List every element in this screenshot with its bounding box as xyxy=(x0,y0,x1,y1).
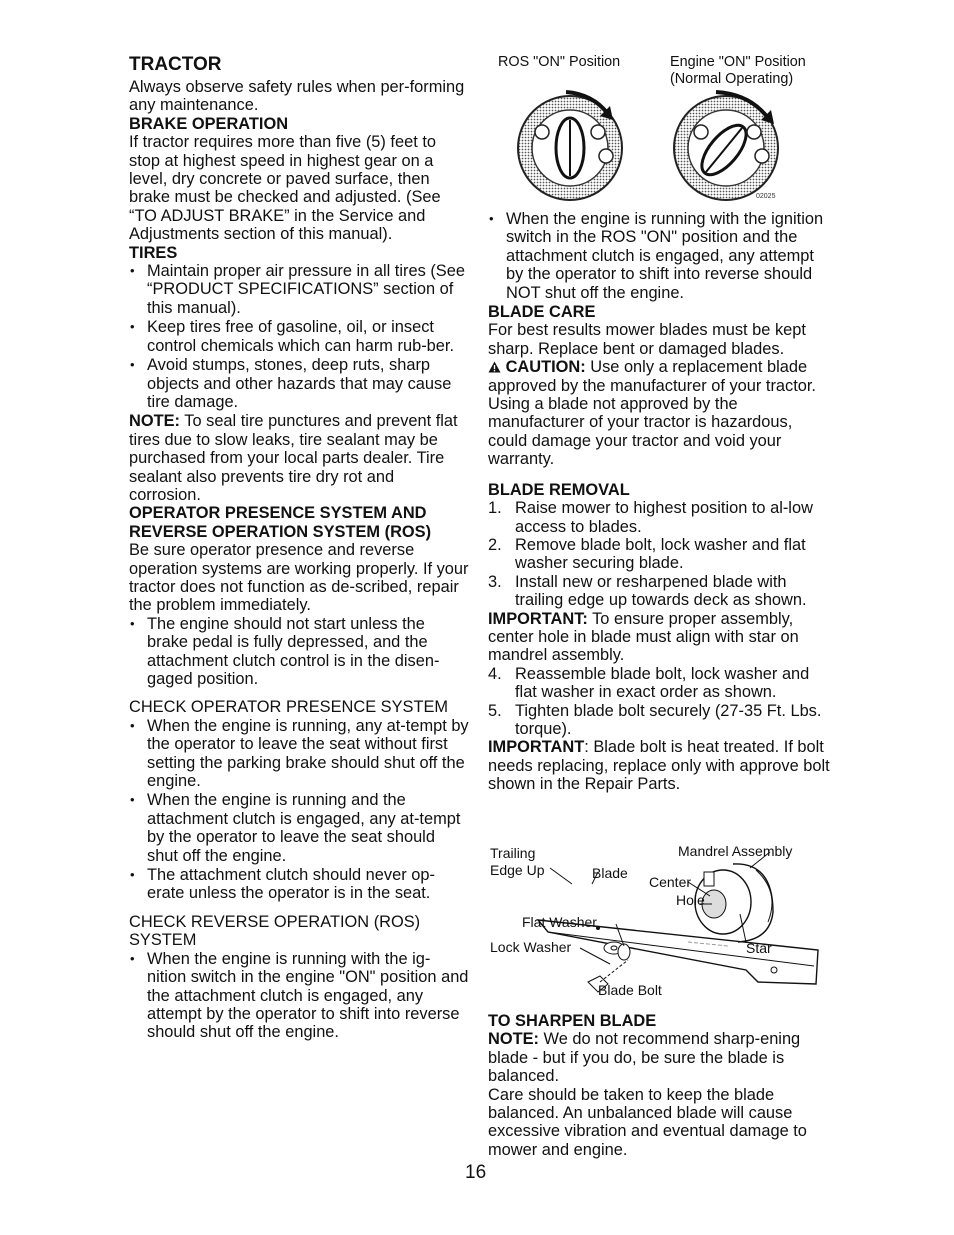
list-item: • Keep tires free of gasoline, oil, or insect control chemicals which can harm rub-ber. xyxy=(129,318,469,355)
list-item: • When the engine is running and the attachment clutch is engaged, any at-tempt by the operator to leave the seat should shut off the engine. xyxy=(129,791,469,865)
sharpen-note: NOTE: We do not recommend sharp-ening blade - but if you do, be sure the blade is balanced. xyxy=(488,1030,801,1086)
figure-code: 02025 xyxy=(756,193,776,200)
sharpen-text: Care should be taken to keep the blade balanced. An unbalanced blade will cause excessive vibration and eventual damage to mower and engine. xyxy=(488,1085,807,1159)
brake-text: If tractor requires more than five (5) feet to stop at highest speed in highest gear on a level, dry concrete or paved surface, then brake must be checked and adjusted. (See “TO ADJUST BRAKE” in the Service and Adjustments section of this manual). xyxy=(129,133,441,244)
list-item: • The attachment clutch should never op-erate unless the operator is in the seat. xyxy=(129,866,469,903)
list-item: • When the engine is running, any at-tempt by the operator to leave the seat without first setting the parking brake should shut off the engine. xyxy=(129,717,469,791)
list-item: 5. Tighten blade bolt securely (27-35 Ft. Lbs. torque). xyxy=(488,701,822,738)
star-label: Star xyxy=(746,940,772,956)
check-ros-heading: CHECK REVERSE OPERATION (ROS) SYSTEM xyxy=(129,912,421,950)
tire-note xyxy=(129,412,469,504)
blade-care-text: For best results mower blades must be kept sharp. Replace bent or damaged blades. xyxy=(488,321,806,358)
note-label: NOTE: xyxy=(129,412,180,431)
note-text: To seal tire punctures and prevent flat tires due to slow leaks, tire sealant may be purchased from your local parts dealer. Tire sealant also prevents tire dry rot and corrosion. xyxy=(129,412,458,504)
removal-steps-b xyxy=(488,665,833,739)
trailing-label-line2: Edge Up xyxy=(490,862,545,878)
list-item: 4. Reassemble blade bolt, lock washer and flat washer in exact order as shown. xyxy=(488,664,810,702)
check-ops-heading: CHECK OPERATOR PRESENCE SYSTEM xyxy=(129,698,449,717)
list-item: • Avoid stumps, stones, deep ruts, sharp objects and other hazards that may cause tire damage. xyxy=(129,356,469,411)
removal-steps-a xyxy=(488,499,833,609)
blade-bolt-label: Blade Bolt xyxy=(598,982,662,998)
important-2: IMPORTANT: Blade bolt is heat treated. If bolt needs replacing, replace only with approve bolt shown in the Repair Parts. xyxy=(488,738,830,794)
mandrel-label: Mandrel Assembly xyxy=(678,843,793,859)
engine-caption-line1: Engine "ON" Position xyxy=(670,54,806,70)
center-label-line1: Center xyxy=(649,874,692,890)
list-item: 3. Install new or resharpened blade with trailing edge up towards deck as shown. xyxy=(488,572,807,610)
list-item: • When the engine is running with the ig-nition switch in the engine "ON" position and the attachment clutch is engaged, any attempt by the operator to shift into reverse should shut off the engine. xyxy=(129,950,469,1042)
caution-text: CAUTION: Use only a replacement blade approved by the manufacturer of your tractor. Using a blade not approved by the manufacturer of your tractor is hazardous, could damage your tractor and void your warranty. xyxy=(488,358,816,469)
tractor-heading: TRACTOR xyxy=(129,54,222,75)
list-item: 2. Remove blade bolt, lock washer and flat washer securing blade. xyxy=(488,535,806,573)
warning-triangle-icon xyxy=(488,361,501,373)
tractor-intro: Always observe safety rules when per-forming any maintenance. xyxy=(129,78,465,115)
list-item: 1. Raise mower to highest position to al-low access to blades. xyxy=(488,499,813,536)
caution-label: CAUTION: xyxy=(505,358,586,377)
blade-care-heading: BLADE CARE xyxy=(488,303,596,322)
blade-label: Blade xyxy=(592,865,628,881)
tires-heading: TIRES xyxy=(129,243,178,262)
sharpen-section xyxy=(488,1012,833,1159)
ignition-switch-figure xyxy=(488,52,833,207)
check-ros-list xyxy=(129,950,469,1042)
sharpen-heading: TO SHARPEN BLADE xyxy=(488,1012,657,1030)
check-ops-list xyxy=(129,717,469,903)
list-item: • The engine should not start unless the brake pedal is fully depressed, and the attachment clutch control is in the disen-gaged position. xyxy=(129,615,469,689)
ops-heading: OPERATOR PRESENCE SYSTEM AND REVERSE OPERATION SYSTEM (ROS) xyxy=(129,504,432,541)
left-column xyxy=(129,54,469,1043)
engine-switch-icon xyxy=(674,92,778,200)
list-item: • When the engine is running with the ignition switch in the ROS "ON" position and the attachment clutch is engaged, any attempt by the operator to shift into reverse should NOT shut off the engine. xyxy=(488,210,833,302)
engine-caption-line2: (Normal Operating) xyxy=(670,71,794,87)
center-label-line2: Hole xyxy=(676,892,705,908)
flat-washer-label: Flat Washer xyxy=(522,914,597,930)
brake-heading: BRAKE OPERATION xyxy=(129,114,289,133)
ros-caption: ROS "ON" Position xyxy=(498,54,621,70)
important-1: IMPORTANT: To ensure proper assembly, center hole in blade must align with star on mandrel assembly. xyxy=(488,609,799,665)
blade-assembly-figure xyxy=(488,842,833,1004)
ignition-switch-icon xyxy=(488,52,833,207)
ros-list xyxy=(488,210,833,302)
ops-text: Be sure operator presence and reverse operation systems are working properly. If your tractor does not function as de-scribed, repair the problem immediately. xyxy=(129,541,469,615)
tires-list xyxy=(129,262,469,411)
lock-washer-label: Lock Washer xyxy=(490,939,572,955)
list-item: • Maintain proper air pressure in all tires (See “PRODUCT SPECIFICATIONS” section of this manual). xyxy=(129,262,469,317)
blade-removal-heading: BLADE REMOVAL xyxy=(488,480,630,499)
ops-list xyxy=(129,615,469,689)
ros-switch-icon xyxy=(518,92,622,200)
right-column xyxy=(488,210,833,794)
page-number: 16 xyxy=(465,1162,487,1183)
trailing-label-line1: Trailing xyxy=(490,845,536,861)
